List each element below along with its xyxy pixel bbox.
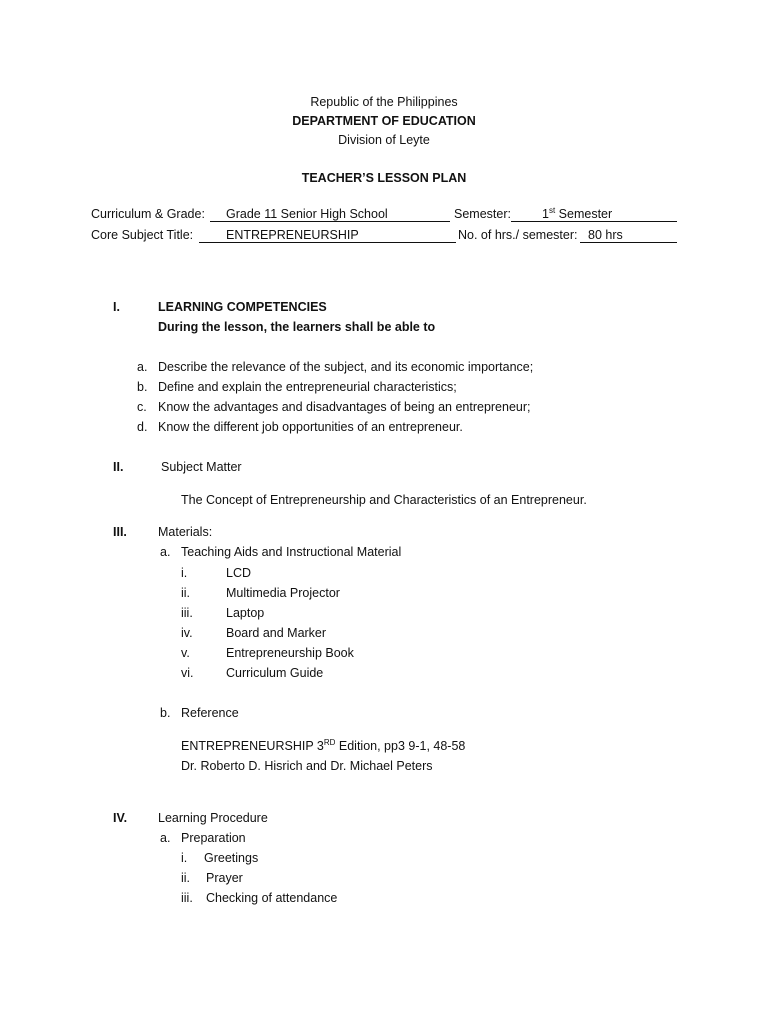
list-item-marker: iv.: [181, 626, 193, 640]
hours-label: No. of hrs./ semester:: [458, 228, 578, 242]
list-item-marker: d.: [137, 420, 148, 434]
list-item: Greetings: [204, 851, 259, 865]
hours-value: 80 hrs: [580, 229, 677, 243]
hours-field: [580, 228, 677, 243]
list-item: Prayer: [206, 871, 243, 885]
list-item-marker: ii.: [181, 586, 191, 600]
subject-field: [199, 228, 456, 243]
semester-value: [511, 205, 677, 222]
list-item: Know the different job opportunities of an entrepreneur.: [158, 420, 463, 434]
list-item: LCD: [226, 566, 252, 580]
section-2-body: The Concept of Entrepreneurship and Characteristics of an Entrepreneur.: [181, 493, 587, 507]
section-1-title: LEARNING COMPETENCIES: [158, 300, 327, 314]
list-item-marker: a.: [137, 360, 148, 374]
subsection-marker: a.: [160, 545, 171, 559]
list-item-marker: c.: [137, 400, 147, 414]
curriculum-field: [210, 207, 450, 222]
section-3-title: Materials:: [158, 525, 213, 539]
subsection-title: Preparation: [181, 831, 246, 845]
reference-edition-suffix: RD: [323, 737, 336, 747]
list-item: Board and Marker: [226, 626, 327, 640]
list-item-marker: vi.: [181, 666, 194, 680]
list-item-marker: iii.: [181, 891, 193, 905]
section-4-title: Learning Procedure: [158, 811, 268, 825]
semester-field: [511, 207, 677, 222]
section-4-numeral: IV.: [113, 811, 128, 825]
list-item: Entrepreneurship Book: [226, 646, 354, 660]
republic-line: Republic of the Philippines: [310, 95, 458, 109]
subsection-title: Teaching Aids and Instructional Material: [181, 545, 402, 559]
section-1-numeral: I.: [113, 300, 120, 314]
section-3-numeral: III.: [113, 525, 127, 539]
subject-label: Core Subject Title:: [91, 228, 194, 242]
section-1-intro: During the lesson, the learners shall be able to: [158, 320, 436, 334]
list-item-marker: v.: [181, 646, 190, 660]
list-item-marker: iii.: [181, 606, 193, 620]
list-item-marker: ii.: [181, 871, 191, 885]
subject-value: ENTREPRENEURSHIP: [199, 229, 456, 243]
list-item: Checking of attendance: [206, 891, 338, 905]
document-title: TEACHER’S LESSON PLAN: [301, 171, 467, 185]
reference-book-title: ENTREPRENEURSHIP 3: [181, 739, 324, 753]
section-2-title: Subject Matter: [161, 460, 242, 474]
semester-label: Semester:: [454, 207, 511, 221]
subsection-marker: b.: [160, 706, 171, 720]
subsection-title: Reference: [181, 706, 239, 720]
curriculum-label: Curriculum & Grade:: [91, 207, 205, 221]
semester-suffix: st: [548, 205, 556, 215]
reference-authors: Dr. Roberto D. Hisrich and Dr. Michael Peters: [181, 759, 433, 773]
list-item: Multimedia Projector: [226, 586, 340, 600]
list-item: Describe the relevance of the subject, and its economic importance;: [158, 360, 534, 374]
semester-number: 1: [542, 207, 549, 221]
semester-word: Semester: [558, 207, 613, 221]
curriculum-value: Grade 11 Senior High School: [210, 208, 450, 222]
division-line: Division of Leyte: [338, 133, 430, 147]
list-item-marker: i.: [181, 851, 188, 865]
list-item-marker: i.: [181, 566, 188, 580]
list-item: Know the advantages and disadvantages of being an entrepreneur;: [158, 400, 531, 414]
list-item: Define and explain the entrepreneurial characteristics;: [158, 380, 457, 394]
list-item: Curriculum Guide: [226, 666, 324, 680]
department-line: DEPARTMENT OF EDUCATION: [292, 114, 476, 128]
section-2-numeral: II.: [113, 460, 124, 474]
list-item: Laptop: [226, 606, 265, 620]
reference-book: [181, 739, 465, 754]
reference-edition-pages: Edition, pp3 9-1, 48-58: [335, 739, 466, 753]
list-item-marker: b.: [137, 380, 148, 394]
subsection-marker: a.: [160, 831, 171, 845]
